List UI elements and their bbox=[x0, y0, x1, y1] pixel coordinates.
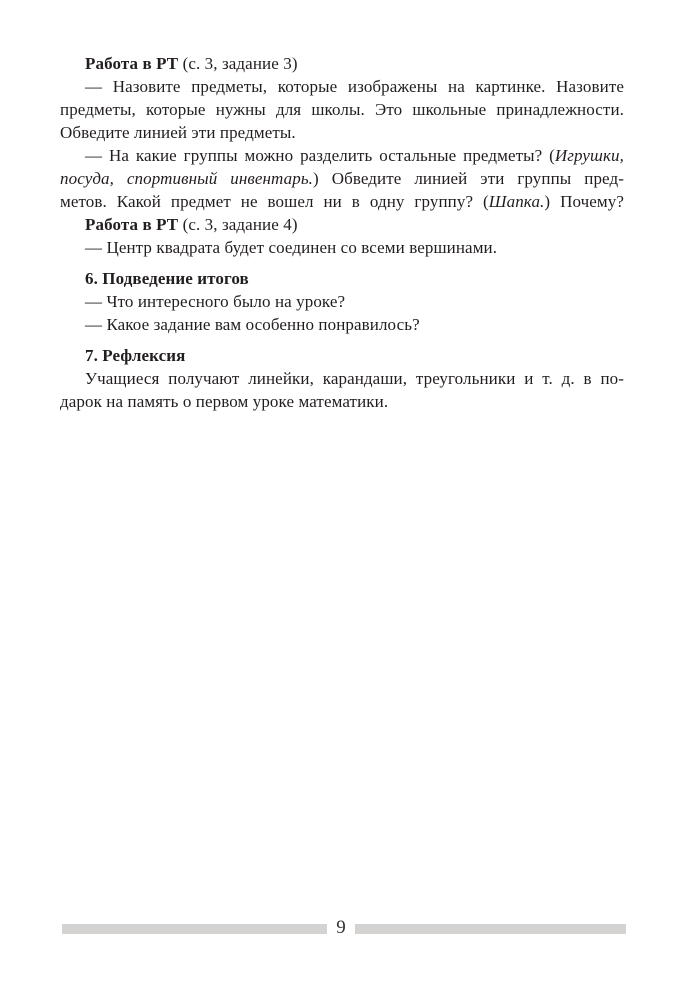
paragraph bbox=[60, 144, 624, 213]
text-run: предметы, которые нужны для школы. Это школьные принадлежности. bbox=[60, 100, 624, 119]
text-run: (с. 3, задание 4) bbox=[178, 215, 298, 234]
section-heading bbox=[60, 344, 624, 367]
text-run: Работа в РТ bbox=[85, 54, 179, 73]
footer-rule-right bbox=[355, 924, 626, 934]
paragraph bbox=[60, 313, 624, 336]
section-heading bbox=[60, 267, 624, 290]
paragraph bbox=[60, 52, 624, 75]
text-line bbox=[60, 390, 624, 413]
text-run: — Назовите предметы, которые изображены на картинке. Назовите bbox=[85, 77, 624, 96]
text-line bbox=[60, 190, 624, 213]
text-line bbox=[60, 267, 624, 290]
text-run: ) Обведите линией эти группы пред- bbox=[313, 169, 624, 188]
text-run: 6. Подведение итогов bbox=[85, 269, 249, 288]
text-line bbox=[60, 98, 624, 121]
text-run: — Центр квадрата будет соединен со всеми вершинами. bbox=[85, 238, 498, 257]
text-run: Шапка. bbox=[488, 192, 545, 211]
text-line bbox=[60, 144, 624, 167]
text-line bbox=[60, 367, 624, 390]
paragraph bbox=[60, 236, 624, 259]
text-run: 7. Рефлексия bbox=[85, 346, 186, 365]
text-line bbox=[60, 290, 624, 313]
text-run: — Какое задание вам особенно понравилось? bbox=[85, 315, 420, 334]
text-run: метов. Какой предмет не вошел ни в одну группу? ( bbox=[60, 192, 489, 211]
text-run: — Что интересного было на уроке? bbox=[85, 292, 346, 311]
text-line bbox=[60, 75, 624, 98]
paragraph bbox=[60, 290, 624, 313]
text-line bbox=[60, 313, 624, 336]
text-line bbox=[60, 121, 624, 144]
paragraph bbox=[60, 75, 624, 144]
text-run: посуда, спортивный инвентарь. bbox=[60, 169, 314, 188]
lesson-text bbox=[60, 52, 624, 413]
text-line bbox=[60, 167, 624, 190]
text-run: Учащиеся получают линейки, карандаши, треугольники и т. д. в по- bbox=[85, 369, 624, 388]
page-number: 9 bbox=[336, 917, 346, 938]
text-run: ) Почему? bbox=[544, 192, 625, 211]
text-run: Обведите линией эти предметы. bbox=[60, 123, 296, 142]
footer-rule-left bbox=[62, 924, 327, 934]
text-line bbox=[60, 52, 624, 75]
text-line bbox=[60, 213, 624, 236]
text-run: дарок на память о первом уроке математики. bbox=[60, 392, 389, 411]
text-run: Игрушки, bbox=[554, 146, 624, 165]
text-run: (с. 3, задание 3) bbox=[178, 54, 298, 73]
text-line bbox=[60, 344, 624, 367]
paragraph bbox=[60, 213, 624, 236]
paragraph bbox=[60, 367, 624, 413]
text-run: — На какие группы можно разделить остальные предметы? ( bbox=[85, 146, 555, 165]
text-run: Работа в РТ bbox=[85, 215, 179, 234]
text-line bbox=[60, 236, 624, 259]
